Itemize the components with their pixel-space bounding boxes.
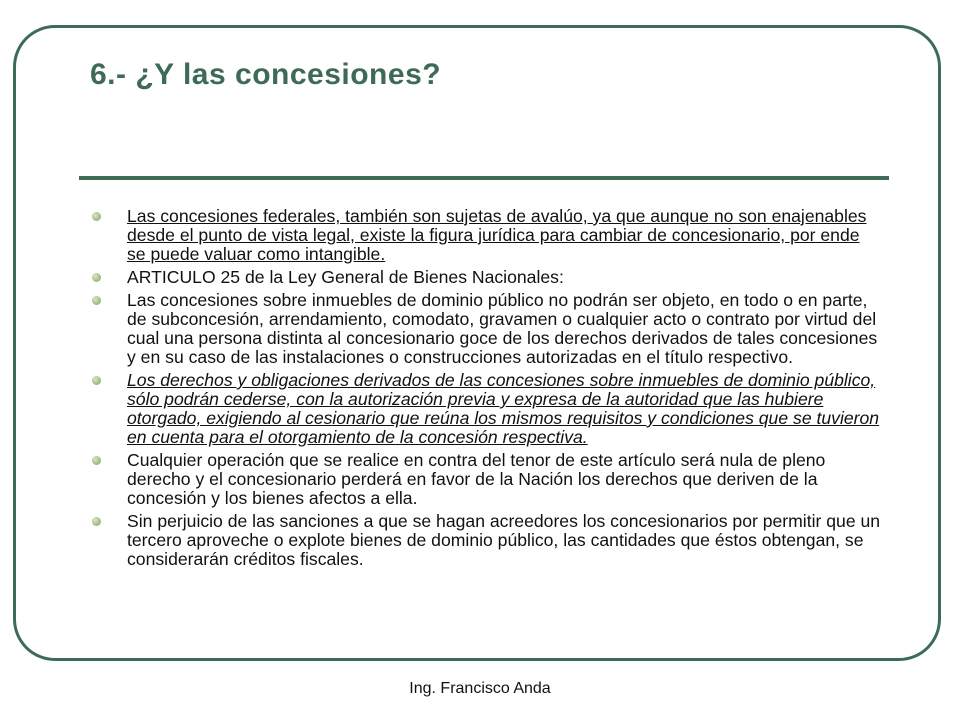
bullet-item	[92, 512, 882, 569]
bullet-item	[92, 207, 882, 264]
bullet-dot-icon	[92, 376, 101, 385]
bullet-item	[92, 451, 882, 508]
bullet-text: Las concesiones sobre inmuebles de dominio público no podrán ser objeto, en todo o en parte, de subconcesión, arrendamiento, comodato, gravamen o cualquier acto o contrato por virtud del cual una persona distinta al concesionario goce de los derechos derivados de tales concesiones y en su caso de las instalaciones o construcciones autorizadas en el título respectivo.	[127, 290, 878, 367]
bullet-item	[92, 268, 882, 287]
bullet-item	[92, 371, 882, 447]
bullet-list	[92, 207, 882, 573]
bullet-text: Cualquier operación que se realice en contra del tenor de este artículo será nula de pleno derecho y el concesionario perderá en favor de la Nación los derechos que deriven de la concesión y los bienes afectos a ella.	[127, 450, 826, 508]
bullet-text: ARTICULO 25 de la Ley General de Bienes Nacionales:	[127, 267, 564, 287]
bullet-dot-icon	[92, 456, 101, 465]
bullet-text: Los derechos y obligaciones derivados de las concesiones sobre inmuebles de dominio público, sólo podrán cederse, con la autorización previa y expresa de la autoridad que las hubiere otorgado, exigiendo al cesionario que reúna los mismos requisitos y condiciones que se tuvieron en cuenta para el otorgamiento de la concesión respectiva.	[127, 370, 880, 447]
bullet-dot-icon	[92, 273, 101, 282]
bullet-dot-icon	[92, 296, 101, 305]
bullet-text: Las concesiones federales, también son sujetas de avalúo, ya que aunque no son enajenables desde el punto de vista legal, existe la figura jurídica para cambiar de concesionario, por ende se puede valuar como intangible.	[127, 206, 867, 264]
title-divider	[79, 176, 889, 180]
footer-author: Ing. Francisco Anda	[409, 680, 551, 697]
bullet-dot-icon	[92, 212, 101, 221]
bullet-item	[92, 291, 882, 367]
bullet-text: Sin perjuicio de las sanciones a que se hagan acreedores los concesionarios por permitir que un tercero aproveche o explote bienes de dominio público, las cantidades que éstos obtengan, se considerarán créditos fiscales.	[127, 511, 881, 569]
slide-title: 6.- ¿Y las concesiones?	[90, 58, 442, 91]
bullet-dot-icon	[92, 517, 101, 526]
